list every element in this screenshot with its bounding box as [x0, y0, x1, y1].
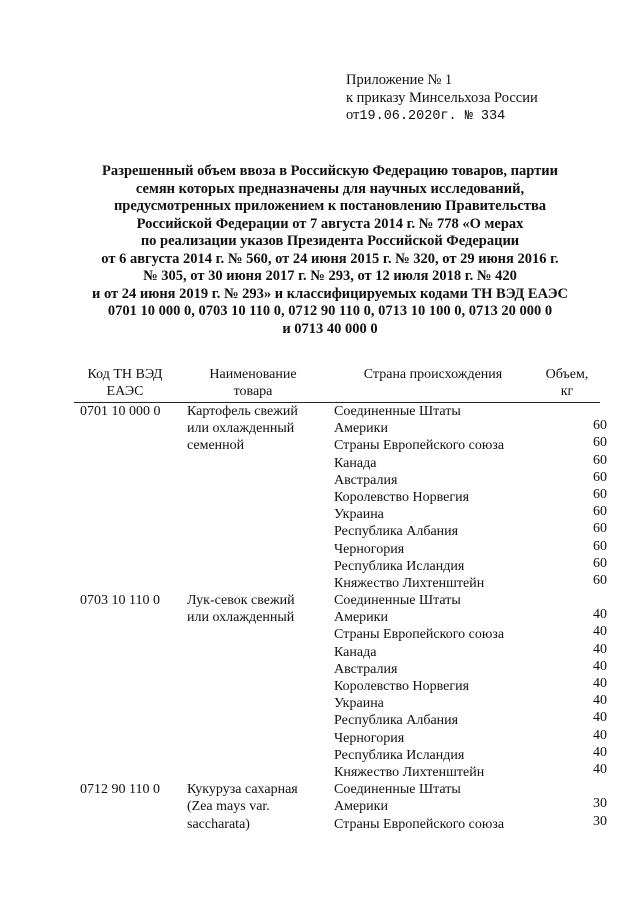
country-cell: Австралия: [334, 661, 398, 677]
product-name-line: Картофель свежий: [187, 404, 298, 419]
country-cell: Украина: [334, 696, 384, 712]
table-body: [0, 403, 640, 833]
country-cell: Америки: [334, 610, 388, 626]
volume-cell: 60: [593, 555, 607, 571]
product-name-line: или охлажденный: [187, 421, 295, 437]
country-cell: Соединенные Штаты: [334, 404, 461, 419]
country-cell: Страны Европейского союза: [334, 438, 505, 454]
volume-cell: 40: [593, 624, 607, 640]
volume-cell: 60: [593, 572, 607, 588]
country-cell: Республика Исландия: [334, 558, 465, 574]
country-cell: Черногория: [334, 730, 405, 746]
commodity-code: 0701 10 000 0: [80, 404, 161, 419]
volume-cell: 60: [593, 469, 607, 485]
table-row: [334, 761, 640, 781]
country-cell: Соединенные Штаты: [334, 593, 461, 609]
title-line: Российской Федерации от 7 августа 2014 г. № 778 «О мерах: [136, 215, 524, 232]
table-header: [70, 366, 600, 400]
title-line: и 0713 40 000 0: [282, 320, 378, 337]
country-cell: Княжество Лихтенштейн: [334, 764, 485, 780]
appendix-date: 19.06.2020г. № 334: [359, 109, 506, 124]
product-name: [187, 403, 322, 455]
volume-cell: 60: [593, 521, 607, 537]
volume-cell: 40: [593, 727, 607, 743]
country-cell: Республика Исландия: [334, 747, 465, 763]
country-cell: Канада: [334, 455, 377, 471]
country-cell: Соединенные Штаты: [334, 782, 461, 798]
country-cell: Америки: [334, 799, 388, 815]
product-name-line: семенной: [187, 438, 245, 454]
table-group: [0, 403, 640, 592]
title-line: от 6 августа 2014 г. № 560, от 24 июня 2015 г. № 320, от 29 июня 2016 г.: [101, 250, 559, 267]
volume-cell: 40: [593, 744, 607, 760]
table-group: [0, 592, 640, 781]
header-name-line-1: Наименование: [209, 367, 297, 382]
volume-cell: 60: [593, 486, 607, 502]
document-title: [70, 163, 590, 338]
header-volume-line-1: Объем,: [545, 367, 589, 382]
appendix-date-prefix: от: [346, 107, 360, 123]
volume-cell: 40: [593, 693, 607, 709]
country-cell: Республика Албания: [334, 713, 459, 729]
header-volume: [532, 366, 602, 400]
volume-cell: 40: [593, 658, 607, 674]
volume-cell: 60: [593, 435, 607, 451]
volume-cell: 40: [593, 710, 607, 726]
header-code-line-2: ЕАЭС: [106, 384, 144, 399]
product-name-line: saccharata): [187, 816, 250, 832]
header-code-line-1: Код ТН ВЭД: [87, 367, 163, 382]
title-line: семян которых предназначены для научных исследований,: [135, 180, 525, 197]
title-line: Разрешенный объем ввоза в Российскую Федерацию товаров, партии: [102, 163, 558, 179]
title-line: предусмотренных приложением к постановлению Правительства: [113, 198, 547, 214]
table-row: [334, 813, 640, 833]
header-name: [188, 366, 318, 400]
volume-cell: 40: [593, 641, 607, 657]
volume-cell: 30: [593, 796, 607, 812]
table-row: [334, 572, 640, 592]
appendix-line-2: к приказу Минсельхоза России: [346, 89, 538, 106]
volume-cell: 60: [593, 418, 607, 434]
volume-cell: 40: [593, 761, 607, 777]
title-line: № 305, от 30 июня 2017 г. № 293, от 12 июля 2018 г. № 420: [143, 268, 517, 284]
commodity-code: 0703 10 110 0: [80, 593, 160, 609]
country-cell: Черногория: [334, 541, 405, 557]
product-name-line: Кукуруза сахарная: [187, 782, 298, 798]
appendix-date-line: [346, 107, 538, 126]
product-name: [187, 592, 322, 626]
product-name-line: (Zea mays var.: [187, 799, 270, 815]
country-cell: Канада: [334, 644, 377, 660]
appendix-line-1: Приложение № 1: [346, 72, 453, 88]
country-cell: Королевство Норвегия: [334, 679, 470, 694]
commodity-code: 0712 90 110 0: [80, 782, 160, 798]
country-cell: Австралия: [334, 472, 398, 488]
title-line: 0701 10 000 0, 0703 10 110 0, 0712 90 110 0, 0713 10 100 0, 0713 20 000 0: [107, 303, 553, 319]
country-cell: Республика Албания: [334, 524, 459, 540]
country-cell: Страны Европейского союза: [334, 627, 505, 643]
volume-cell: 40: [593, 607, 607, 623]
volume-cell: 60: [593, 452, 607, 468]
appendix-block: [346, 72, 538, 126]
product-name-line: Лук-севок свежий: [187, 593, 295, 609]
header-name-line-2: товара: [233, 384, 273, 399]
country-cell: Княжество Лихтенштейн: [334, 575, 485, 591]
volume-cell: 60: [593, 538, 607, 554]
product-name: [187, 781, 322, 833]
product-name-line: или охлажденный: [187, 610, 295, 626]
country-cell: Королевство Норвегия: [334, 489, 470, 505]
header-volume-line-2: кг: [560, 384, 574, 399]
volume-cell: 30: [593, 813, 607, 829]
header-country: Страна происхождения: [363, 367, 503, 382]
table-group: [0, 781, 640, 833]
country-cell: Америки: [334, 421, 388, 437]
title-line: по реализации указов Президента Российской Федерации: [140, 233, 520, 249]
country-cell: Страны Европейского союза: [334, 816, 505, 832]
title-line: и от 24 июня 2019 г. № 293» и классифицируемых кодами ТН ВЭД ЕАЭС: [91, 285, 569, 302]
header-code: [76, 366, 174, 400]
volume-cell: 60: [593, 504, 607, 520]
volume-cell: 40: [593, 676, 607, 691]
country-cell: Украина: [334, 507, 384, 523]
